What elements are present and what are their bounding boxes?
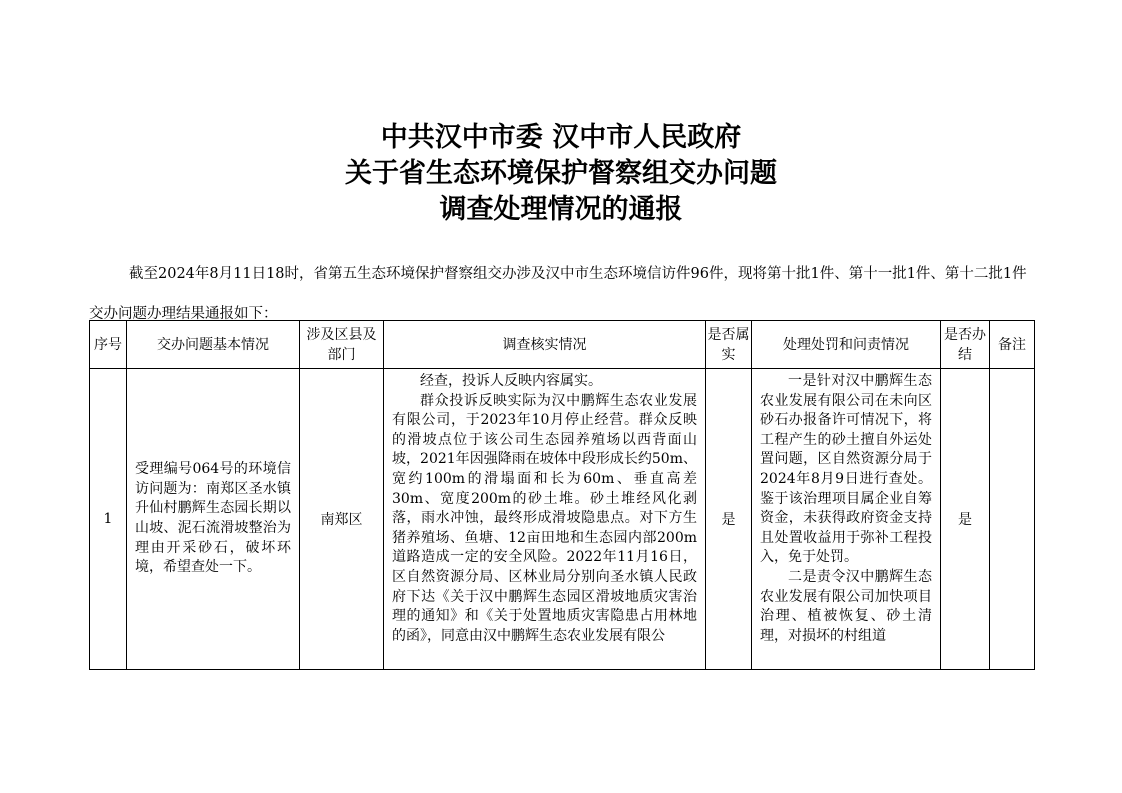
cell-seq: 1	[90, 369, 127, 670]
intro-paragraph: 截至2024年8月11日18时，省第五生态环境保护督察组交办涉及汉中市生态环境信访件96件，现将第十批1件、第十一批1件、第十二批1件交办问题办理结果通报如下：	[89, 266, 1027, 322]
cell-is-done: 是	[941, 369, 990, 670]
title-line-2: 关于省生态环境保护督察组交办问题	[345, 158, 777, 189]
title-line-1: 中共汉中市委 汉中市人民政府	[380, 122, 742, 153]
header-is-done: 是否办结	[941, 321, 990, 369]
cell-district: 南郑区	[300, 369, 384, 670]
header-is-true: 是否属实	[706, 321, 752, 369]
header-district: 涉及区县及部门	[300, 321, 384, 369]
handling-paragraph-1: 一是针对汉中鹏辉生态农业发展有限公司在未向区砂石办报备许可情况下，将工程产生的砂土擅自外运处置问题，区自然资源分局于2024年8月9日进行查处。鉴于该治理项目属企业自筹资金，未获得政府资金支持且处置收益用于弥补工程投入，免于处罚。	[760, 373, 932, 566]
handling-paragraph-2: 二是责令汉中鹏辉生态农业发展有限公司加快项目治理、植被恢复、砂土清理，对损坏的村组道	[760, 568, 932, 644]
verify-paragraph-1: 经查，投诉人反映内容属实。	[420, 373, 602, 389]
header-remarks: 备注	[990, 321, 1035, 369]
cell-is-true: 是	[706, 369, 752, 670]
cell-basic	[127, 369, 300, 670]
header-basic: 交办问题基本情况	[127, 321, 300, 369]
title-line-3: 调查处理情况的通报	[439, 194, 683, 225]
header-seq: 序号	[90, 321, 127, 369]
header-handling: 处理处罚和问责情况	[752, 321, 941, 369]
basic-text: 受理编号064号的环境信访问题为：南郑区圣水镇升仙村鹏辉生态园长期以山坡、泥石流滑坡整治为理由开采砂石，破坏环境，希望查处一下。	[135, 461, 291, 576]
table-header-row	[90, 321, 1035, 369]
cell-remarks	[990, 369, 1035, 670]
table-row	[90, 369, 1035, 670]
cell-verify	[384, 369, 706, 670]
document-title	[0, 120, 1122, 228]
cell-handling	[752, 369, 941, 670]
verify-paragraph-2: 群众投诉反映实际为汉中鹏辉生态农业发展有限公司，于2023年10月停止经营。群众反映的滑坡点位于该公司生态园养殖场以西背面山坡，2021年因强降雨在坡体中段形成长约50m、宽约100m的滑塌面和长为60m、垂直高差30m、宽度200m的砂土堆。砂土堆经风化剥落，雨水冲蚀，最终形成滑坡隐患点。对下方生猪养殖场、鱼塘、12亩田地和生态园内部200m道路造成一定的安全风险。2022年11月16日，区自然资源分局、区林业局分别向圣水镇人民政府下达《关于汉中鹏辉生态园区滑坡地质灾害治理的通知》和《关于处置地质灾害隐患占用林地的函》，同意由汉中鹏辉生态农业发展有限公	[392, 392, 697, 644]
report-table	[89, 320, 1035, 670]
header-verify: 调查核实情况	[384, 321, 706, 369]
